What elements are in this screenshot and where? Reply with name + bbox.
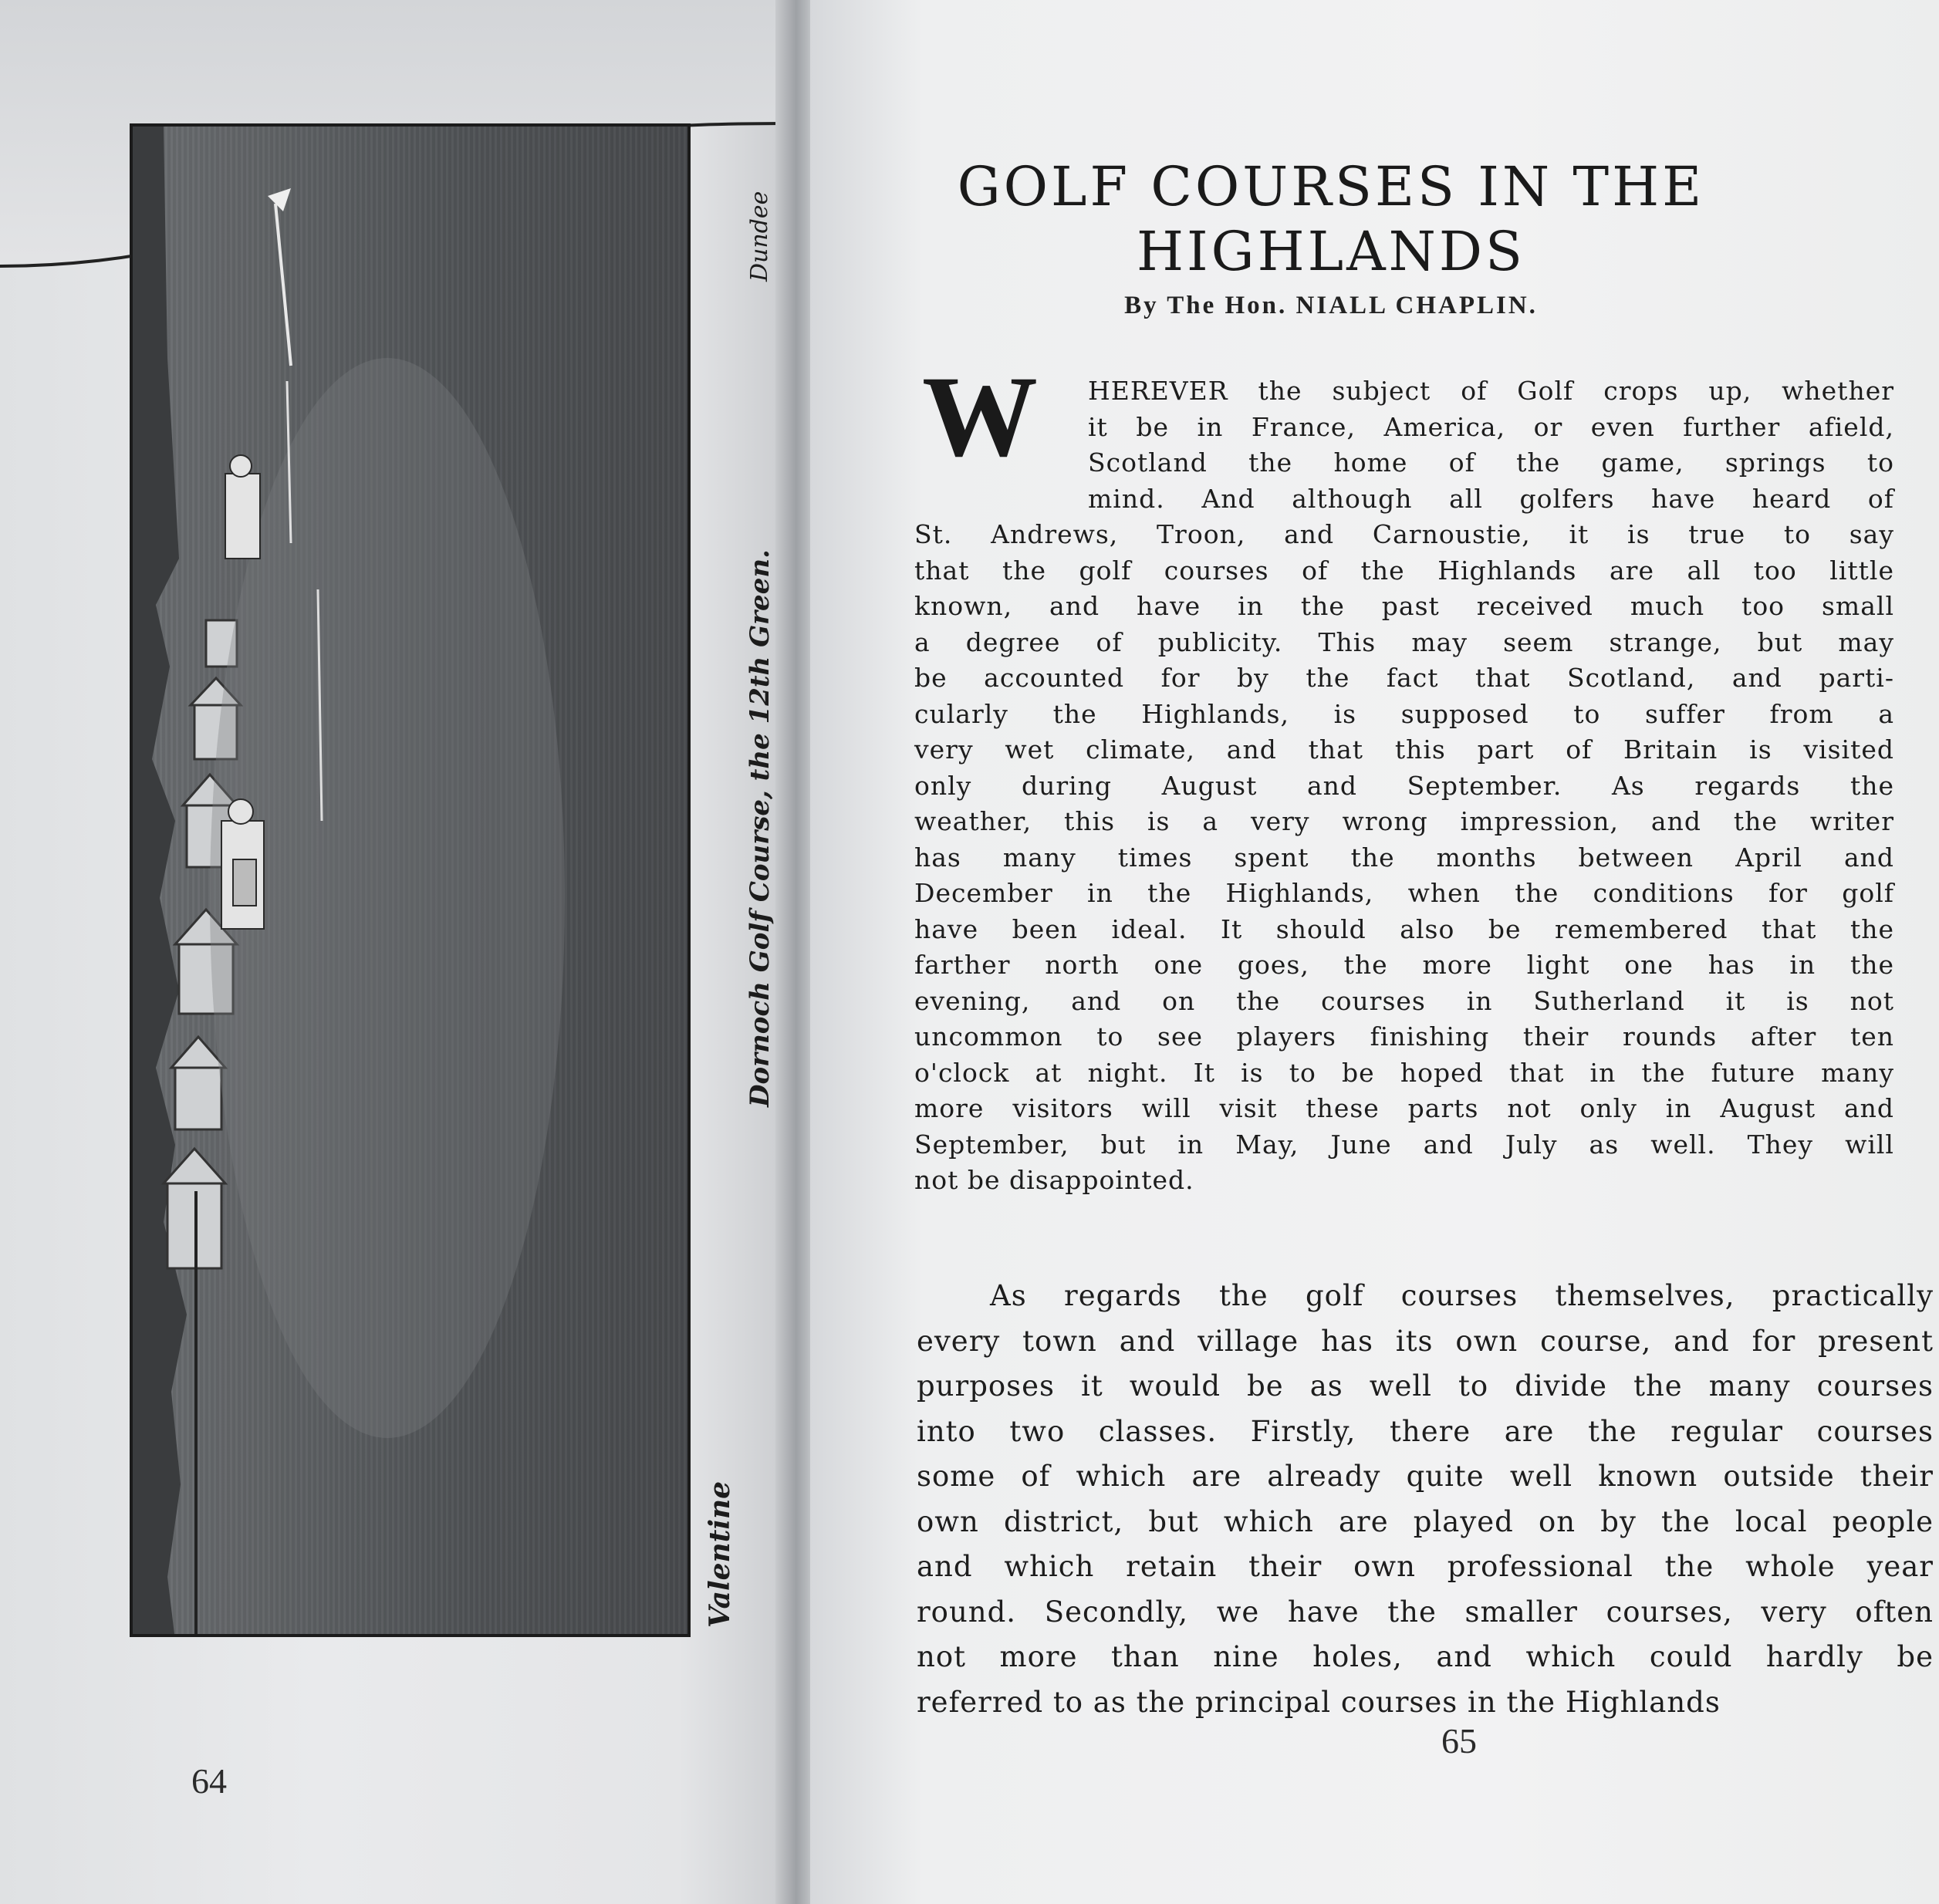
paragraph1-line: December in the Highlands, when the conditions for golf (914, 878, 1894, 908)
paragraph1-line: very wet climate, and that this part of Britain is visited (914, 734, 1894, 765)
paragraph2-line: and which retain their own professional the whole year (917, 1550, 1934, 1583)
paragraph1-line: Scotland the home of the game, springs to (1088, 447, 1894, 478)
paragraph1-line: only during August and September. As regards the (914, 770, 1894, 801)
paragraph1-line: cularly the Highlands, is supposed to suffer from a (914, 698, 1894, 729)
article-title (887, 154, 1775, 284)
paragraph2-line: round. Secondly, we have the smaller courses, very often (917, 1595, 1934, 1629)
paragraph1-line: mind. And although all golfers have heard of (1088, 483, 1894, 514)
page-number-right: 65 (1441, 1721, 1477, 1761)
page-number-left: 64 (191, 1761, 227, 1801)
article-byline: By The Hon. NIALL CHAPLIN. (1124, 292, 1538, 319)
photo-caption: Dornoch Golf Course, the 12th Green. (745, 549, 775, 1107)
article-title-line2: HIGHLANDS (1136, 220, 1526, 283)
paragraph2-line: As regards the golf courses themselves, practically (990, 1279, 1934, 1312)
paragraph1-line: it be in France, America, or even further afield, (1088, 411, 1894, 442)
paragraph2-line: own district, but which are played on by the local people (917, 1504, 1934, 1538)
paragraph2-line: every town and village has its own course, and for present (917, 1324, 1934, 1358)
paragraph1-line: known, and have in the past received much too small (914, 591, 1894, 621)
photo-credit-bottom: Valentine (704, 1480, 736, 1628)
paragraph1-line: have been ideal. It should also be remembered that the (914, 913, 1894, 944)
paragraph1-line: be accounted for by the fact that Scotland, and parti- (914, 663, 1894, 693)
paragraph2-line: some of which are already quite well known outside their (917, 1460, 1934, 1493)
golf-course-photo (130, 123, 691, 1637)
paragraph1-line: not be disappointed. (914, 1165, 1194, 1195)
paragraph1-line: a degree of publicity. This may seem strange, but may (914, 626, 1894, 657)
left-page (0, 0, 799, 1904)
paragraph1-line: more visitors will visit these parts not only in August and (914, 1093, 1894, 1123)
paragraph2-line: not more than nine holes, and which could hardly be (917, 1640, 1934, 1673)
paragraph2-line: purposes it would be as well to divide the many courses (917, 1369, 1934, 1403)
paragraph1-line: has many times spent the months between April and (914, 842, 1894, 873)
paragraph1-line: that the golf courses of the Highlands are all too little (914, 555, 1894, 586)
paragraph1-line: HEREVER the subject of Golf crops up, whether (1088, 376, 1894, 406)
paragraph1-line: weather, this is a very wrong impression, and the writer (914, 806, 1894, 836)
paragraph1-line: St. Andrews, Troon, and Carnoustie, it is true to say (914, 519, 1894, 549)
paragraph2-line: referred to as the principal courses in the Highlands (917, 1685, 1721, 1719)
paragraph2-line: into two classes. Firstly, there are the regular courses (917, 1414, 1934, 1448)
paragraph1-line: September, but in May, June and July as well. They will (914, 1129, 1894, 1160)
paragraph1-line: farther north one goes, the more light one has in the (914, 950, 1894, 980)
photo-credit-top: Dundee (746, 191, 773, 282)
article-title-line1: GOLF COURSES IN THE (957, 155, 1705, 218)
paragraph1-line: o'clock at night. It is to be hoped that in the future many (914, 1057, 1894, 1088)
paragraph1-line: evening, and on the courses in Sutherland it is not (914, 985, 1894, 1016)
paragraph1-line: uncommon to see players finishing their rounds after ten (914, 1021, 1894, 1052)
drop-cap: W (922, 353, 1038, 481)
